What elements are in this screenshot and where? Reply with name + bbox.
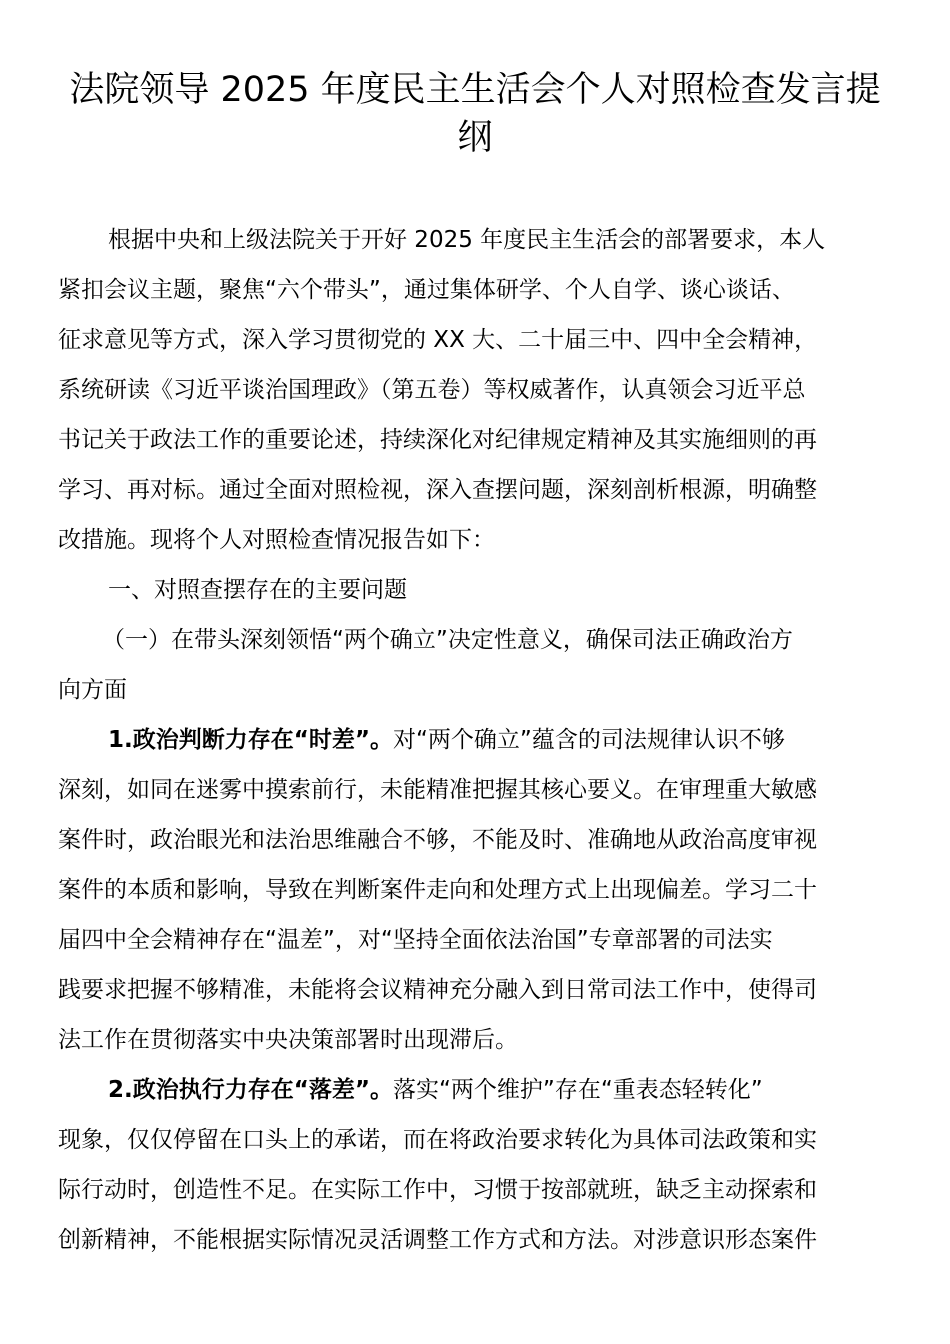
title-line-1: 法院领导 2025 年度民主生活会个人对照检查发言提 (69, 70, 881, 110)
item-2-lead: 2.政治执行力存在“落差”。 (108, 1077, 393, 1103)
text-line: 根据中央和上级法院关于开好 2025 年度民主生活会的部署要求，本人 (108, 227, 826, 253)
document-body (58, 215, 894, 1265)
text-line: 征求意见等方式，深入学习贯彻党的 XX 大、二十届三中、四中全会精神， (58, 327, 818, 353)
text-line (58, 1065, 894, 1115)
text-line: 届四中全会精神存在“温差”，对“坚持全面依法治国”专章部署的司法实 (58, 927, 773, 953)
text-line: （一）在带头深刻领悟“两个确立”决定性意义，确保司法正确政治方 (102, 627, 793, 653)
text-line: 紧扣会议主题，聚焦“六个带头”，通过集体研学、个人自学、谈心谈话、 (58, 277, 795, 303)
text-line: 案件的本质和影响，导致在判断案件走向和处理方式上出现偏差。学习二十 (58, 877, 817, 903)
document-title (40, 66, 910, 162)
text-line: 法工作在贯彻落实中央决策部署时出现滞后。 (58, 1027, 518, 1053)
text-line: 现象，仅仅停留在口头上的承诺，而在将政治要求转化为具体司法政策和实 (58, 1127, 817, 1153)
item-2-paragraph (58, 1065, 894, 1265)
title-line-2: 纲 (457, 118, 493, 158)
intro-paragraph (58, 215, 894, 565)
text-line: 创新精神，不能根据实际情况灵活调整工作方式和方法。对涉意识形态案件 (58, 1227, 817, 1253)
text-line: 际行动时，创造性不足。在实际工作中，习惯于按部就班，缺乏主动探索和 (58, 1177, 817, 1203)
text-line: 践要求把握不够精准，未能将会议精神充分融入到日常司法工作中，使得司 (58, 977, 817, 1003)
item-1-paragraph (58, 715, 894, 1065)
text-line: 改措施。现将个人对照检查情况报告如下： (58, 527, 495, 553)
item-1-first-line: 对“两个确立”蕴含的司法规律认识不够 (392, 727, 785, 753)
text-line: 向方面 (58, 677, 127, 703)
text-line: 书记关于政法工作的重要论述，持续深化对纪律规定精神及其实施细则的再 (58, 427, 817, 453)
text-line: 案件时，政治眼光和法治思维融合不够，不能及时、准确地从政治高度审视 (58, 827, 817, 853)
text-line: 深刻，如同在迷雾中摸索前行，未能精准把握其核心要义。在审理重大敏感 (58, 777, 817, 803)
text-line (58, 715, 894, 765)
section-heading: 一、对照查摆存在的主要问题 (108, 577, 407, 603)
item-2-first-line: 落实“两个维护”存在“重表态轻转化” (392, 1077, 763, 1103)
text-line: 学习、再对标。通过全面对照检视，深入查摆问题，深刻剖析根源，明确整 (58, 477, 817, 503)
text-line: 系统研读《习近平谈治国理政》（第五卷）等权威著作，认真领会习近平总 (58, 377, 806, 403)
item-1-lead: 1.政治判断力存在“时差”。 (108, 727, 393, 753)
subsection-heading (58, 615, 894, 715)
